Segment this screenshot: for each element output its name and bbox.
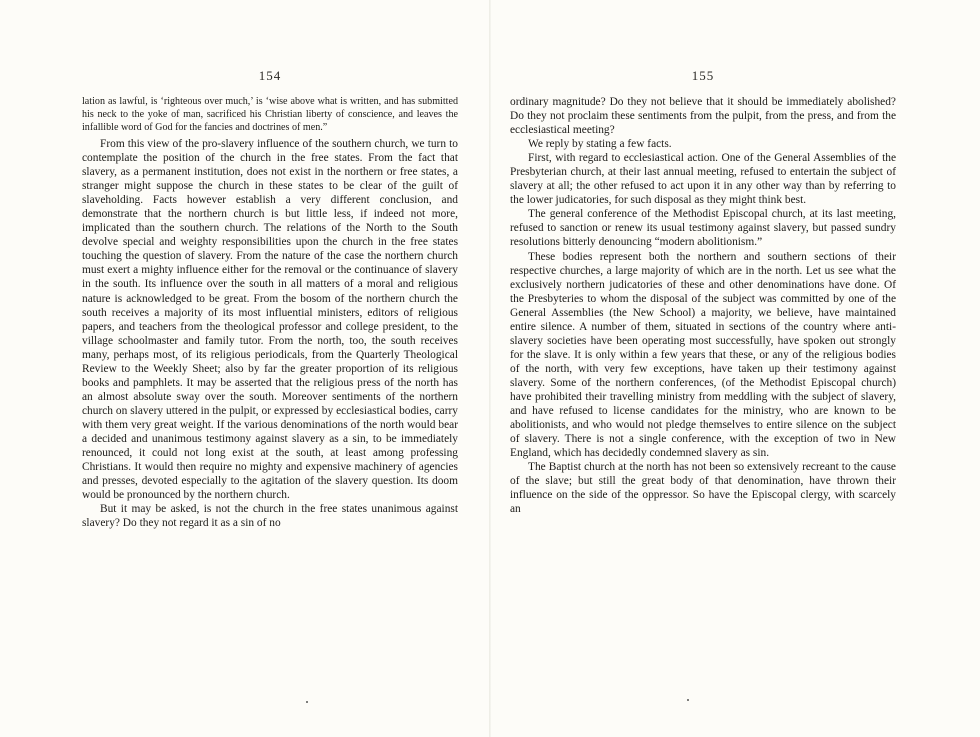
page-number: 154 [258, 68, 282, 83]
paragraph: First, with regard to ecclesiastical action. One of the General Assemblies of the Presbyterian church, at their last annual meeting, refused to entertain the subject of slavery at all; the other refused to act upon it in any other way than by referring to the lower judicatories, for such disposal as they might think best. [510, 152, 896, 207]
paragraph: The general conference of the Methodist Episcopal church, at its last meeting, refused to sanction or renew its usual testimony against slavery, but passed sundry resolutions bitterly denouncing “modern abolitionism.” [510, 208, 896, 249]
page-body [510, 95, 896, 516]
paragraph: ordinary magnitude? Do they not believe that it should be immediately abolished? Do they not proclaim these sentiments from the pulpit, from the press, and from the ecclesiastical meeting? [510, 96, 896, 137]
page-number: 155 [691, 68, 715, 83]
page-body [82, 95, 458, 530]
paragraph: These bodies represent both the northern and southern sections of their respective churches, a large majority of which are in the north. Let us see what the exclusively northern judicatories of these and other denominations have done. Of the Presbyteries to whom the disposal of the subject was committed by one of the General Assemblies (the New School) a majority, we believe, have maintained entire silence. A number of them, situated in sections of the country where anti-slavery societies have been operating most successfully, have spoken out strongly for the slave. It is only within a few years that these, or any of the religious bodies of the north, with very few exceptions, have taken up their testimony against slavery. Some of the northern conferences, (of the Methodist Episcopal church) have prohibited their travelling ministry from meddling with the subject of slavery, and have refused to license candidates for the ministry, who are known to be abolitionists, and who would not pledge themselves to entire silence on the subject of slavery. There is not a single conference, with the exception of two in New England, which has decidedly condemned slavery as sin. [510, 250, 896, 460]
paragraph: We reply by stating a few facts. [528, 138, 672, 151]
paragraph: From this view of the pro-slavery influence of the southern church, we turn to contemplate the position of the church in the free states. From the fact that slavery, as a permanent institution, does not exist in the northern or free states, a stranger might suppose the church in these states to be clear of the guilt of slaveholding. Facts however establish a very different conclusion, and demonstrate that the northern church is but little less, if indeed not more, implicated than the southern church. The relations of the North to the South devolve special and weighty responsibilities upon the church in the free states touching the question of slavery. From the nature of the case the northern church must exert a mighty influence either for the removal or the continuance of slavery in the south. Its influence over the south in all matters of a moral and religious nature is acknowledged to be great. From the bosom of the northern church the south receives a majority of its most influential ministers, editors of religious papers, and teachers from the theological professor and college president, to the village schoolmaster and family tutor. From the north, too, the south receives many, perhaps most, of its religious periodicals, from the Quarterly Theological Review to the Weekly Sheet; also by far the greater proportion of its religious books and pamphlets. It may be asserted that the religious press of the north has an almost absolute sway over the south. Moreover sentiments of the northern church on slavery uttered in the pulpit, or expressed by ecclesiastical bodies, carry with them very great weight. If the various denominations of the north would bear a decided and unanimous testimony against slavery as a sin, to be immediately renounced, it could not long exist at the south, at least among professing Christians. It would then require no mighty and expensive machinery of agencies and presses, devoted especially to the agitation of the slavery question. Its doom would be pronounced by the northern church. [82, 138, 458, 502]
paper-speck [687, 699, 689, 701]
book-gutter [489, 0, 491, 737]
paper-speck [306, 701, 308, 703]
paragraph: But it may be asked, is not the church in the free states unanimous against slavery? Do they not regard it as a sin of no [82, 503, 458, 530]
paragraph: The Baptist church at the north has not been so extensively recreant to the cause of the slave; but still the great body of that denomination, have thrown their influence on the side of the oppressor. So have the Episcopal clergy, with scarcely an [510, 461, 896, 516]
quotation-continuation: lation as lawful, is ‘righteous over much,’ is ‘wise above what is written, and has submitted his neck to the yoke of man, sacrificed his Christian liberty of conscience, and leaves the infallible word of God for the fancies and doctrines of men.” [82, 96, 458, 133]
